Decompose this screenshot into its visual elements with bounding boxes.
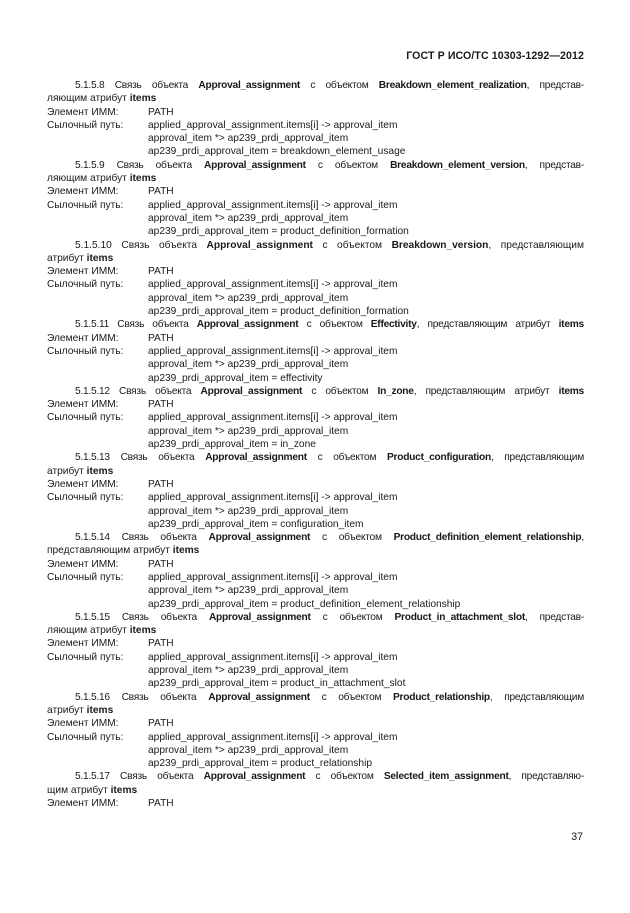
ref-path-row: Сылочный путь: applied_approval_assignment.items[i] -> approval_item <box>47 571 398 583</box>
ref-path-line: ap239_prdi_approval_item = product_definition_element_relationship <box>148 598 461 610</box>
clause-5-1-5-16 <box>47 691 584 771</box>
element-row: Элемент ИММ: PATH <box>47 399 174 411</box>
clause-heading: 5.1.5.8 Связь объекта Approval_assignment с объектом Breakdown_element_realization, представ- <box>75 80 584 91</box>
document-body <box>47 79 584 810</box>
attribute-name: items <box>558 385 584 397</box>
element-row: Элемент ИММ: PATH <box>47 106 174 118</box>
ref-path-line: ap239_prdi_approval_item = product_definition_formation <box>148 226 409 238</box>
subject-entity: Approval_assignment <box>208 611 311 623</box>
ref-path-row: Сылочный путь: applied_approval_assignment.items[i] -> approval_item <box>47 279 398 291</box>
element-row: Элемент ИММ: PATH <box>47 638 174 650</box>
clause-5-1-5-12 <box>47 385 584 451</box>
clause-5-1-5-15 <box>47 611 584 691</box>
attribute-name: items <box>129 173 157 185</box>
clause-heading: 5.1.5.13 Связь объекта Approval_assignment с объектом Product_configuration, представляющим <box>75 452 585 464</box>
clause-heading: 5.1.5.11 Связь объекта Approval_assignment с объектом Effectivity, представляющим атрибут items <box>75 319 584 331</box>
subject-entity: Approval_assignment <box>204 159 306 171</box>
element-row: Элемент ИММ: PATH <box>47 478 174 490</box>
attribute-name: items <box>558 319 584 331</box>
attribute-name: items <box>86 252 114 264</box>
document-header: ГОСТ Р ИСО/ТС 10303-1292—2012 <box>406 50 584 62</box>
clause-5-1-5-8 <box>47 79 584 159</box>
ref-path-row: Сылочный путь: applied_approval_assignment.items[i] -> approval_item <box>47 412 398 424</box>
ref-path-line: approval_item *> ap239_prdi_approval_item <box>148 585 349 597</box>
target-entity: Product_relationship <box>393 691 490 703</box>
target-entity: Selected_item_assignment <box>383 771 509 783</box>
subject-entity: Approval_assignment <box>208 691 310 703</box>
attribute-name: items <box>129 93 157 105</box>
attribute-name: items <box>86 704 114 716</box>
ref-path-line: approval_item *> ap239_prdi_approval_item <box>148 505 349 517</box>
clause-heading: 5.1.5.10 Связь объекта Approval_assignment с объектом Breakdown_version, представляющим <box>75 239 584 251</box>
ref-path-row: Сылочный путь: applied_approval_assignment.items[i] -> approval_item <box>47 345 398 357</box>
clause-5-1-5-14 <box>47 531 584 611</box>
target-entity: Effectivity <box>370 319 417 331</box>
element-row: Элемент ИММ: PATH <box>47 266 174 278</box>
attribute-name: items <box>129 625 157 637</box>
target-entity: Product_in_attachment_slot <box>394 611 525 623</box>
clause-heading-cont: атрибут items <box>47 465 114 477</box>
ref-path-row: Сылочный путь: applied_approval_assignment.items[i] -> approval_item <box>47 119 398 131</box>
ref-path-line: approval_item *> ap239_prdi_approval_item <box>148 744 349 756</box>
element-row: Элемент ИММ: PATH <box>47 798 174 810</box>
ref-path-row: Сылочный путь: applied_approval_assignment.items[i] -> approval_item <box>47 492 398 504</box>
element-row: Элемент ИММ: PATH <box>47 332 174 344</box>
ref-path-line: ap239_prdi_approval_item = product_relationship <box>148 758 372 770</box>
clause-heading: 5.1.5.16 Связь объекта Approval_assignment с объектом Product_relationship, представляющим <box>75 691 584 703</box>
ref-path-line: approval_item *> ap239_prdi_approval_item <box>148 359 349 371</box>
clause-5-1-5-10 <box>47 239 584 319</box>
subject-entity: Approval_assignment <box>200 385 303 397</box>
attribute-name: items <box>110 784 138 796</box>
clause-heading: 5.1.5.9 Связь объекта Approval_assignment с объектом Breakdown_element_version, представ- <box>75 159 584 171</box>
target-entity: Breakdown_element_realization <box>378 80 527 91</box>
page-number: 37 <box>571 831 583 843</box>
ref-path-row: Сылочный путь: applied_approval_assignment.items[i] -> approval_item <box>47 651 398 663</box>
ref-path-row: Сылочный путь: applied_approval_assignment.items[i] -> approval_item <box>47 731 398 743</box>
clause-heading-cont: ляющим атрибут items <box>47 93 157 105</box>
target-entity: Breakdown_element_version <box>390 159 525 171</box>
clause-heading-cont: щим атрибут items <box>47 784 138 796</box>
target-entity: Breakdown_version <box>391 239 489 251</box>
clause-heading-cont: атрибут items <box>47 704 114 716</box>
subject-entity: Approval_assignment <box>208 532 311 544</box>
element-row: Элемент ИММ: PATH <box>47 718 174 730</box>
clause-5-1-5-13 <box>47 451 584 531</box>
ref-path-line: ap239_prdi_approval_item = in_zone <box>148 439 316 451</box>
element-row: Элемент ИММ: PATH <box>47 186 174 198</box>
subject-entity: Approval_assignment <box>196 319 299 331</box>
subject-entity: Approval_assignment <box>206 239 313 251</box>
ref-path-line: ap239_prdi_approval_item = configuration_item <box>148 518 364 530</box>
clause-5-1-5-17 <box>47 770 584 810</box>
ref-path-line: ap239_prdi_approval_item = product_definition_formation <box>148 306 409 318</box>
clause-heading: 5.1.5.14 Связь объекта Approval_assignment с объектом Product_definition_element_relationship, <box>75 532 584 544</box>
clause-heading: 5.1.5.17 Связь объекта Approval_assignment с объектом Selected_item_assignment, представляю- <box>75 771 584 783</box>
ref-path-line: approval_item *> ap239_prdi_approval_item <box>148 665 349 677</box>
ref-path-line: ap239_prdi_approval_item = breakdown_element_usage <box>148 146 406 158</box>
subject-entity: Approval_assignment <box>198 80 301 91</box>
target-entity: Product_definition_element_relationship <box>393 532 582 544</box>
attribute-name: items <box>172 545 200 557</box>
attribute-name: items <box>86 465 114 477</box>
target-entity: Product_configuration <box>386 452 491 464</box>
target-entity: In_zone <box>377 385 414 397</box>
ref-path-line: approval_item *> ap239_prdi_approval_item <box>148 133 349 145</box>
ref-path-line: approval_item *> ap239_prdi_approval_item <box>148 425 349 437</box>
ref-path-line: approval_item *> ap239_prdi_approval_item <box>148 212 349 224</box>
ref-path-line: approval_item *> ap239_prdi_approval_item <box>148 292 349 304</box>
clause-5-1-5-11 <box>47 318 584 384</box>
ref-path-row: Сылочный путь: applied_approval_assignment.items[i] -> approval_item <box>47 199 398 211</box>
clause-heading: 5.1.5.15 Связь объекта Approval_assignment с объектом Product_in_attachment_slot, представ- <box>75 611 584 623</box>
clause-heading-cont: ляющим атрибут items <box>47 173 157 185</box>
clause-heading-cont: ляющим атрибут items <box>47 625 157 637</box>
subject-entity: Approval_assignment <box>203 771 306 783</box>
element-row: Элемент ИММ: PATH <box>47 558 174 570</box>
ref-path-line: ap239_prdi_approval_item = effectivity <box>148 372 323 384</box>
clause-heading-cont: представляющим атрибут items <box>47 545 200 557</box>
clause-heading-cont: атрибут items <box>47 252 114 264</box>
subject-entity: Approval_assignment <box>205 452 307 464</box>
clause-5-1-5-9 <box>47 159 584 239</box>
ref-path-line: ap239_prdi_approval_item = product_in_attachment_slot <box>148 678 406 690</box>
clause-heading: 5.1.5.12 Связь объекта Approval_assignment с объектом In_zone, представляющим атрибут items <box>75 385 584 397</box>
